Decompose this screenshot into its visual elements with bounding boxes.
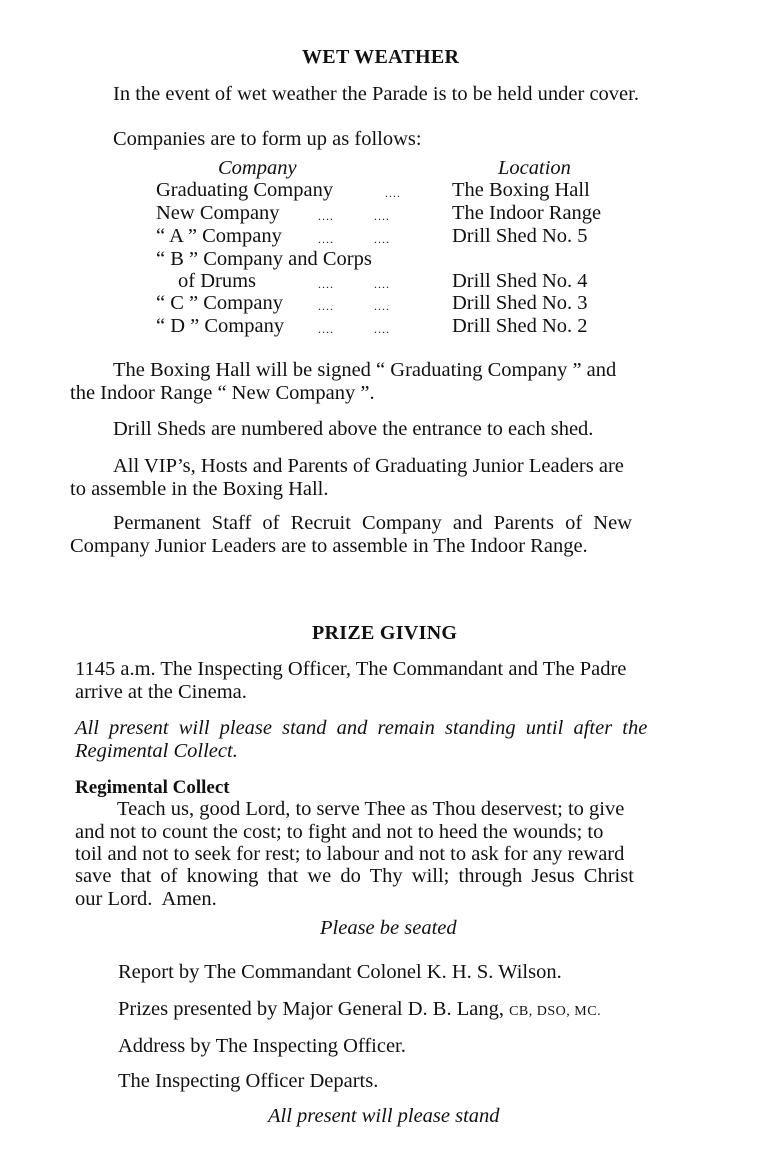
prizes-text: Prizes presented by Major General D. B. Lang, bbox=[118, 998, 504, 1020]
staff-paragraph-line: Permanent Staff of Recruit Company and Parents of New bbox=[113, 512, 633, 534]
table-row-dots: .... bbox=[385, 186, 401, 200]
drill-sheds-paragraph: Drill Sheds are numbered above the entrance to each shed. bbox=[113, 418, 594, 440]
table-row-dots: .... .... bbox=[318, 232, 390, 246]
report-line: Report by The Commandant Colonel K. H. S. Wilson. bbox=[118, 961, 562, 983]
table-row-location: Drill Shed No. 2 bbox=[452, 315, 588, 337]
wet-weather-heading: WET WEATHER bbox=[302, 46, 460, 68]
arrival-line: 1145 a.m. The Inspecting Officer, The Commandant and The Padre bbox=[75, 658, 627, 680]
table-row-company: New Company bbox=[156, 202, 280, 224]
table-row-dots: .... .... bbox=[318, 299, 390, 313]
boxing-hall-paragraph bbox=[70, 359, 714, 382]
vip-paragraph-line: to assemble in the Boxing Hall. bbox=[70, 478, 329, 500]
arrival-line: arrive at the Cinema. bbox=[75, 681, 247, 703]
address-line: Address by The Inspecting Officer. bbox=[118, 1035, 406, 1057]
paragraph-line: the Indoor Range “ New Company ”. bbox=[70, 382, 375, 404]
table-row-location: Drill Shed No. 4 bbox=[452, 270, 588, 292]
prizes-honours: CB, DSO, MC. bbox=[509, 1004, 602, 1019]
wet-weather-intro: In the event of wet weather the Parade is to be held under cover. bbox=[113, 83, 639, 105]
final-stand-instruction: All present will please stand bbox=[268, 1105, 500, 1127]
departs-line: The Inspecting Officer Departs. bbox=[118, 1070, 379, 1092]
prizes-line bbox=[118, 998, 601, 1023]
collect-line: save that of knowing that we do Thy will; through Jesus Christ bbox=[75, 865, 634, 887]
prize-giving-heading: PRIZE GIVING bbox=[312, 622, 458, 644]
collect-line: our Lord. Amen. bbox=[75, 888, 217, 910]
table-row-company: “ C ” Company bbox=[156, 292, 283, 314]
location-column-header: Location bbox=[498, 157, 571, 179]
vip-paragraph-line: All VIP’s, Hosts and Parents of Graduating Junior Leaders are bbox=[113, 455, 624, 477]
collect-line: toil and not to seek for rest; to labour and not to ask for any reward bbox=[75, 843, 625, 865]
be-seated-instruction: Please be seated bbox=[320, 917, 457, 939]
table-row-location: The Indoor Range bbox=[452, 202, 602, 224]
staff-paragraph-line: Company Junior Leaders are to assemble in The Indoor Range. bbox=[70, 535, 588, 557]
table-row-dots: .... .... bbox=[318, 322, 390, 336]
paragraph-line: The Boxing Hall will be signed “ Graduating Company ” and bbox=[113, 359, 617, 381]
form-up-text: Companies are to form up as follows: bbox=[113, 128, 422, 150]
table-row-location: Drill Shed No. 5 bbox=[452, 225, 588, 247]
table-row-dots: .... .... bbox=[318, 277, 390, 291]
table-row-location: The Boxing Hall bbox=[452, 179, 590, 201]
stand-instruction: Regimental Collect. bbox=[75, 740, 238, 762]
table-row-dots: .... .... bbox=[318, 209, 390, 223]
collect-title: Regimental Collect bbox=[75, 777, 230, 798]
table-row-location: Drill Shed No. 3 bbox=[452, 292, 588, 314]
table-row-company: Graduating Company bbox=[156, 179, 334, 201]
collect-line: and not to count the cost; to fight and not to heed the wounds; to bbox=[75, 821, 604, 843]
table-row-company: “ A ” Company bbox=[156, 225, 282, 247]
table-row-company: of Drums bbox=[178, 270, 257, 292]
company-column-header: Company bbox=[218, 157, 297, 179]
stand-instruction: All present will please stand and remain standing until after the bbox=[75, 717, 648, 739]
table-row-company: “ D ” Company bbox=[156, 315, 285, 337]
collect-line: Teach us, good Lord, to serve Thee as Thou deservest; to give bbox=[117, 798, 625, 820]
table-row-company: “ B ” Company and Corps bbox=[156, 248, 372, 270]
